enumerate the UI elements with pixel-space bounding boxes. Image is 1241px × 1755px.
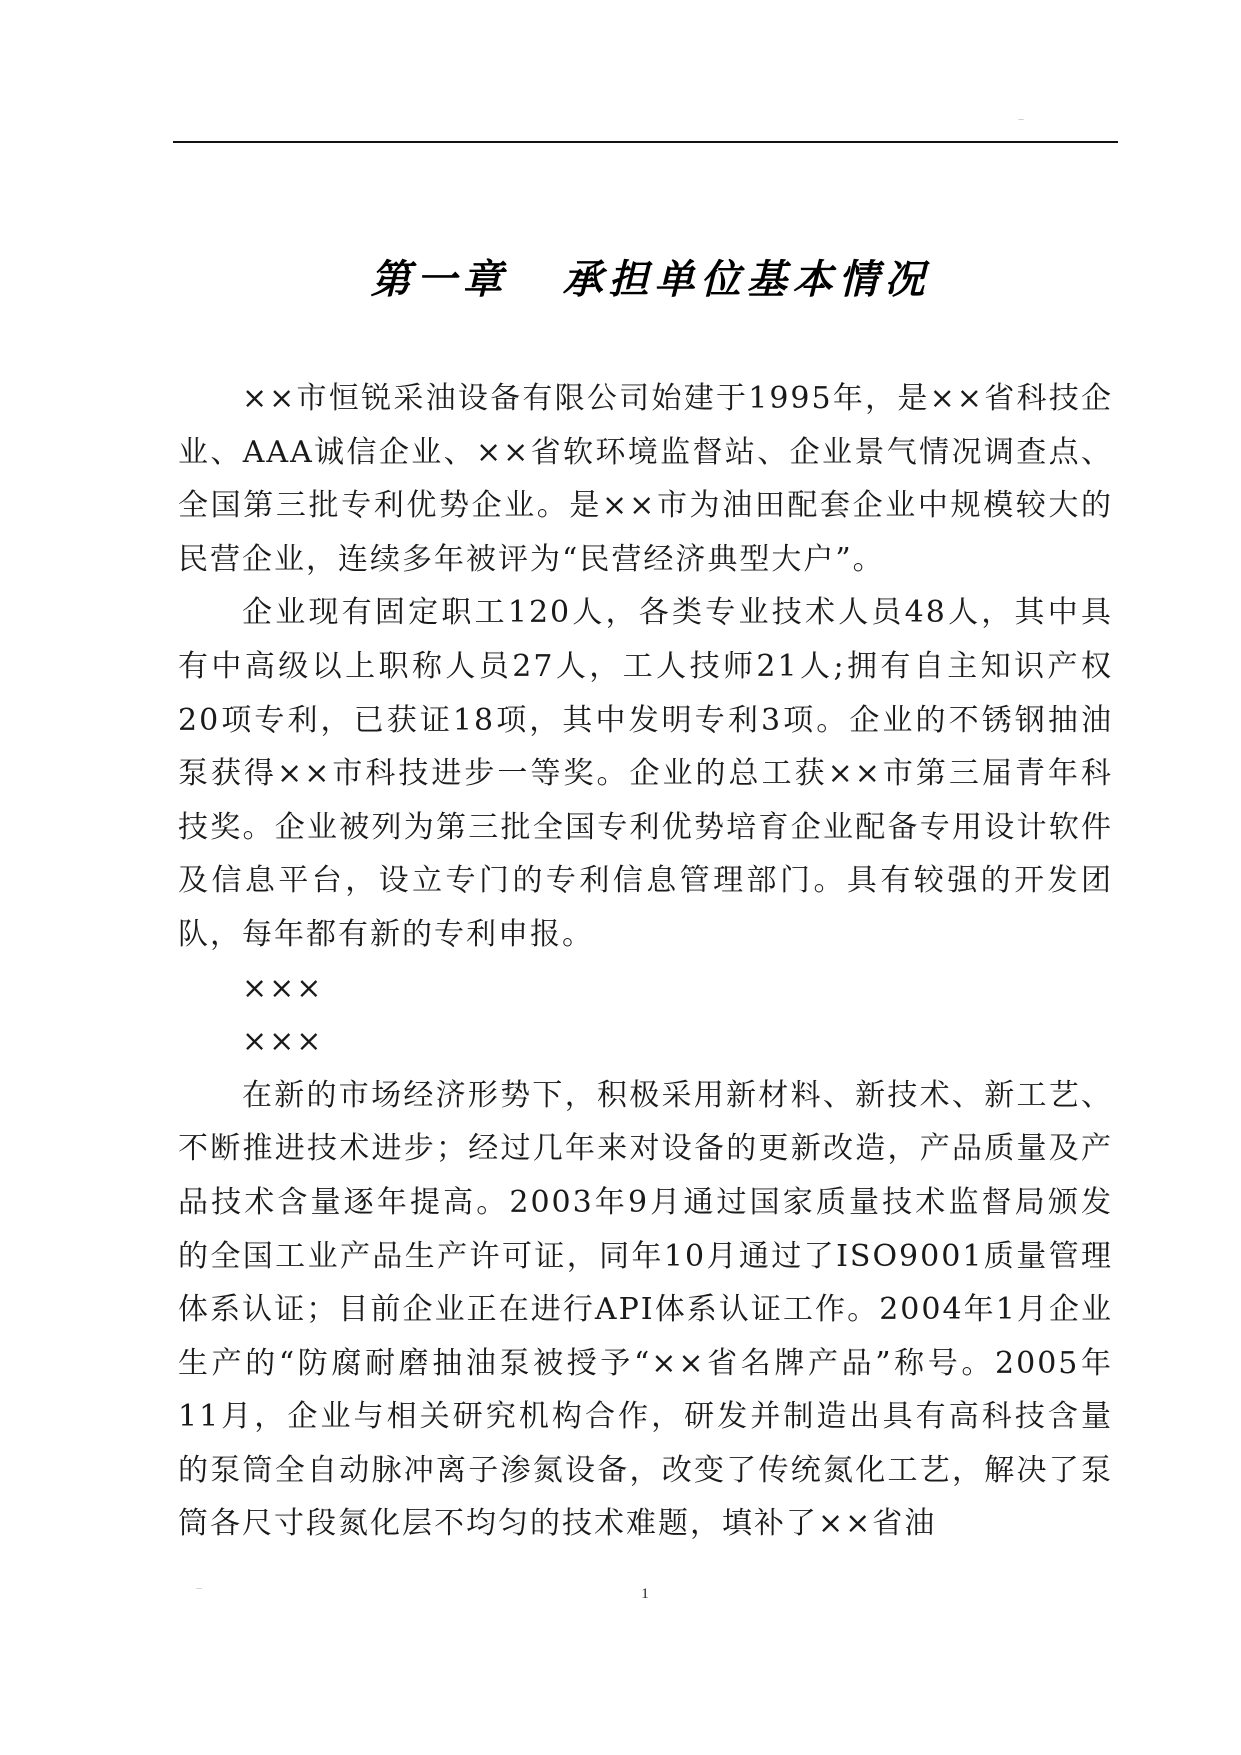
chapter-number: 第一章 bbox=[370, 256, 509, 303]
header-corner-mark: — bbox=[1018, 116, 1024, 123]
paragraph-staff: 企业现有固定职工120人，各类专业技术人员48人，其中具有中高级以上职称人员27人，工人技师21人;拥有自主知识产权20项专利，已获证18项，其中发明专利3项。企业的不锈钢抽油泵获得××市科技进步一等奖。企业的总工获××市第三届青年科技奖。企业被列为第三批全国专利优势培育企业配备专用设计软件及信息平台，设立专门的专利信息管理部门。具有较强的开发团队，每年都有新的专利申报。 bbox=[178, 595, 1113, 952]
header-rule bbox=[173, 141, 1118, 143]
chapter-heading: 承担单位基本情况 bbox=[562, 256, 931, 303]
paragraph-placeholder-2: ××× bbox=[242, 1024, 324, 1060]
body-text bbox=[178, 372, 1113, 1551]
paragraph-placeholder-1: ××× bbox=[242, 970, 324, 1006]
paragraph-company-intro: ××市恒锐采油设备有限公司始建于1995年，是××省科技企业、AAA诚信企业、××省软环境监督站、企业景气情况调查点、全国第三批专利优势企业。是××市为油田配套企业中规模较大的民营企业，连续多年被评为“民营经济典型大户”。 bbox=[178, 381, 1113, 577]
footer-corner-mark: — bbox=[196, 1585, 202, 1592]
paragraph-development: 在新的市场经济形势下，积极采用新材料、新技术、新工艺、不断推进技术进步；经过几年来对设备的更新改造，产品质量及产品技术含量逐年提高。2003年9月通过国家质量技术监督局颁发的全国工业产品生产许可证，同年10月通过了ISO9001质量管理体系认证；目前企业正在进行API体系认证工作。2004年1月企业生产的“防腐耐磨抽油泵被授予“××省名牌产品”称号。2005年11月，企业与相关研究机构合作，研发并制造出具有高科技含量的泵筒全自动脉冲离子渗氮设备，改变了传统氮化工艺，解决了泵筒各尺寸段氮化层不均匀的技术难题，填补了××省油 bbox=[178, 1077, 1113, 1542]
chapter-title bbox=[0, 248, 1241, 305]
page-number: 1 bbox=[641, 1586, 649, 1602]
